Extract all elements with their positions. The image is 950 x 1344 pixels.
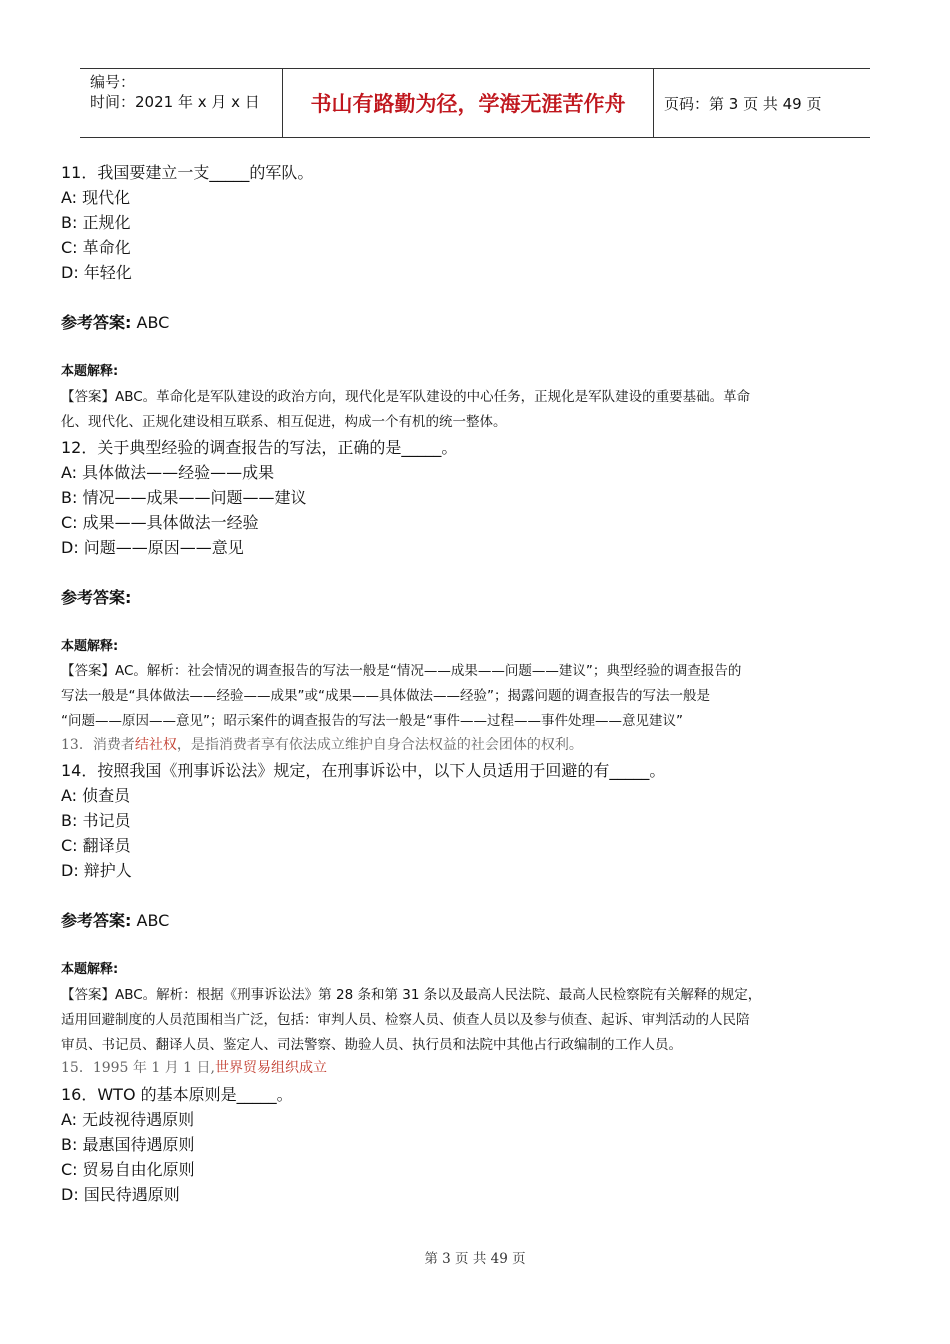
- question-14-stem: 14．按照我国《刑事诉讼法》规定，在刑事诉讼中，以下人员适用于回避的有_____。: [61, 761, 666, 780]
- question-12-explanation-title: 本题解释:: [61, 639, 119, 654]
- question-16-option-b: B: 最惠国待遇原则: [61, 1135, 195, 1154]
- statement-text: 13．消费者: [61, 737, 135, 753]
- question-14-explanation-line: 审员、书记员、翻译人员、鉴定人、司法警察、勘验人员、执行员和法院中其他占行政编制的工作人员。: [61, 1037, 682, 1053]
- question-11-option-b: B: 正规化: [61, 213, 131, 232]
- question-12-explanation-line: 写法一般是“具体做法——经验——成果”或“成果——具体做法——经验”；揭露问题的调查报告的写法一般是: [61, 688, 710, 704]
- question-16-option-c: C: 贸易自由化原则: [61, 1160, 195, 1179]
- document-date: 时间：2021 年 x 月 x 日: [90, 93, 260, 111]
- statement-highlight: 世界贸易组织成立: [214, 1060, 327, 1076]
- question-11-stem: 11．我国要建立一支_____的军队。: [61, 163, 314, 182]
- question-14-option-d: D: 辩护人: [61, 861, 132, 880]
- question-16-stem: 16．WTO 的基本原则是_____。: [61, 1085, 293, 1104]
- question-16-option-d: D: 国民待遇原则: [61, 1185, 180, 1204]
- question-16-option-a: A: 无歧视待遇原则: [61, 1110, 195, 1129]
- question-14-option-c: C: 翻译员: [61, 836, 131, 855]
- answer-value: ABC: [131, 313, 170, 332]
- question-11-explanation-line: 化、现代化、正规化建设相互联系、相互促进，构成一个有机的统一整体。: [61, 414, 507, 430]
- question-12-option-b: B: 情况——成果——问题——建议: [61, 488, 307, 507]
- question-11-option-c: C: 革命化: [61, 238, 131, 257]
- question-12-option-a: A: 具体做法——经验——成果: [61, 463, 275, 482]
- answer-label: 参考答案:: [61, 911, 132, 930]
- page-footer: 第 3 页 共 49 页: [424, 1251, 526, 1267]
- question-12-answer: [61, 585, 131, 608]
- question-11-option-a: A: 现代化: [61, 188, 131, 207]
- question-11-answer: [61, 310, 169, 333]
- answer-value: ABC: [131, 911, 170, 930]
- question-12-option-d: D: 问题——原因——意见: [61, 538, 244, 557]
- question-15-statement: [61, 1057, 327, 1077]
- question-14-option-b: B: 书记员: [61, 811, 131, 830]
- answer-label: 参考答案:: [61, 588, 132, 607]
- question-14-explanation-line: 【答案】ABC。解析：根据《刑事诉讼法》第 28 条和第 31 条以及最高人民法院、最高人民检察院有关解释的规定，: [61, 987, 762, 1003]
- question-12-stem: 12．关于典型经验的调查报告的写法，正确的是_____。: [61, 438, 458, 457]
- question-11-explanation-line: 【答案】ABC。革命化是军队建设的政治方向，现代化是军队建设的中心任务，正规化是军队建设的重要基础。革命: [61, 389, 751, 405]
- header-page-info: 页码：第 3 页 共 49 页: [664, 94, 822, 113]
- question-11-option-d: D: 年轻化: [61, 263, 132, 282]
- statement-text: 15．1995 年 1 月 1 日,: [61, 1060, 215, 1076]
- question-11-explanation-title: 本题解释:: [61, 364, 119, 379]
- question-12-option-c: C: 成果——具体做法一经验: [61, 513, 259, 532]
- question-14-answer: [61, 908, 169, 931]
- page-header: [80, 68, 870, 138]
- question-13-statement: [61, 734, 583, 754]
- statement-highlight: 结社权: [134, 737, 177, 753]
- header-meta: [80, 69, 282, 137]
- question-12-explanation-line: 【答案】AC。解析：社会情况的调查报告的写法一般是“情况——成果——问题——建议”；典型经验的调查报告的: [61, 663, 742, 679]
- statement-text: ，是指消费者享有依法成立维护自身合法权益的社会团体的权利。: [176, 737, 583, 753]
- question-14-option-a: A: 侦查员: [61, 786, 131, 805]
- question-12-explanation-line: “问题——原因——意见”；昭示案件的调查报告的写法一般是“事件——过程——事件处理——意见建议”: [61, 713, 683, 729]
- question-14-explanation-title: 本题解释:: [61, 962, 119, 977]
- document-code: 编号：: [90, 73, 136, 91]
- question-14-explanation-line: 适用回避制度的人员范围相当广泛，包括：审判人员、检察人员、侦查人员以及参与侦查、起诉、审判活动的人民陪: [61, 1012, 750, 1028]
- header-motto: 书山有路勤为径，学海无涯苦作舟: [282, 69, 654, 137]
- answer-label: 参考答案:: [61, 313, 132, 332]
